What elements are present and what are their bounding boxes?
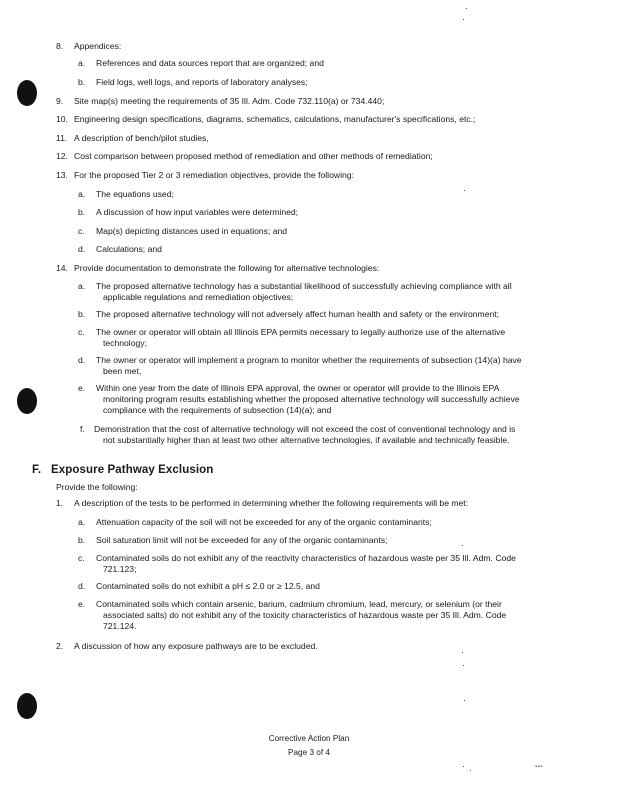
scan-speck [462,545,463,546]
item-number: 1. [56,498,64,508]
footer-title: Corrective Action Plan [268,734,350,743]
item-number: 11. [56,133,68,143]
item-text-line: compliance with the requirements of subsection (14)(a); and [103,405,332,415]
item-text: Provide documentation to demonstrate the following for alternative technologies: [74,263,380,273]
item-text-line: technology; [103,338,147,348]
item-text: Site map(s) meeting the requirements of 35 Ill. Adm. Code 732.110(a) or 734.440; [74,96,385,106]
item-letter: b. [78,309,86,319]
binder-hole [17,693,37,719]
binder-hole [17,388,37,414]
item-letter: b. [78,535,86,545]
item-text: A description of the tests to be performed in determining whether the following requirements will be met: [74,498,469,508]
item-text-line: 721.123; [103,564,137,574]
footer-page-number: Page 3 of 4 [288,748,330,757]
item-text-line: Demonstration that the cost of alternative technology will not exceed the cost of conventional technology and is [94,424,516,434]
item-text-line: The proposed alternative technology has a substantial likelihood of successfully achieving compliance with all [96,281,512,291]
item-letter: a. [78,281,86,291]
scan-mark: ▪▪▪ [535,764,543,770]
item-text-line: Contaminated soils do not exhibit any of the reactivity characteristics of hazardous waste per 35 Ill. Adm. Code [96,553,516,563]
item-text: A discussion of how input variables were determined; [96,207,299,217]
item-text-line: applicable regulations and remediation objectives; [103,292,294,302]
item-text: Appendices: [74,41,122,51]
item-text: Field logs, well logs, and reports of laboratory analyses; [96,77,308,87]
item-number: 12. [56,151,68,161]
item-text-line: monitoring program results establishing whether the proposed alternative technology will successfully achieve [103,394,520,404]
item-text: For the proposed Tier 2 or 3 remediation objectives, provide the following: [74,170,354,180]
item-letter: a. [78,517,86,527]
item-text: Cost comparison between proposed method of remediation and other methods of remediation; [74,151,433,161]
item-text: Attenuation capacity of the soil will not be exceeded for any of the organic contaminants; [96,517,432,527]
item-letter: d. [78,581,86,591]
item-text-line: been met, [103,366,142,376]
item-number: 8. [56,41,64,51]
item-text-line: Within one year from the date of Illinois EPA approval, the owner or operator will provide to the Illinois EPA [96,383,500,393]
item-text-line: The owner or operator will obtain all Illinois EPA permits necessary to legally authorize use of the alternative [96,327,506,337]
item-text: Map(s) depicting distances used in equations; and [96,226,288,236]
item-text-line: The owner or operator will implement a program to monitor whether the requirements of subsection (14)(a) have [96,355,522,365]
item-text-line: 721.124. [103,621,137,631]
binder-hole [17,80,37,106]
section-intro: Provide the following: [56,482,138,492]
item-number: 9. [56,96,64,106]
item-letter: c. [78,327,85,337]
item-text: References and data sources report that are organized; and [96,58,324,68]
item-text: A discussion of how any exposure pathways are to be excluded. [74,641,318,651]
item-text: Contaminated soils do not exhibit a pH ≤ 2.0 or ≥ 12.5, and [96,581,320,591]
scan-speck [466,8,467,9]
item-number: 2. [56,641,64,651]
item-text: The proposed alternative technology will not adversely affect human health and safety or the environment; [96,309,500,319]
item-letter: f. [80,424,85,434]
item-letter: c. [78,226,85,236]
scan-speck [464,700,465,701]
scan-speck [470,770,471,771]
item-number: 13. [56,170,68,180]
item-text: A description of bench/pilot studies, [74,133,209,143]
item-text: Engineering design specifications, diagrams, schematics, calculations, manufacturer's specifications, etc.; [74,114,476,124]
item-text-line: associated salts) do not exhibit any of the toxicity characteristics of hazardous waste per 35 Ill. Adm. Code [103,610,507,620]
item-text-line: not substantially higher than at least two other alternative technologies, if available and technically feasible. [103,435,510,445]
item-letter: b. [78,77,86,87]
item-letter: a. [78,189,86,199]
item-letter: b. [78,207,86,217]
section-title: Exposure Pathway Exclusion [51,464,214,476]
item-text: The equations used; [96,189,174,199]
item-number: 10. [56,114,68,124]
section-heading [32,464,213,476]
item-text: Calculations; and [96,244,162,254]
item-text-line: Contaminated soils which contain arsenic, barium, cadmium chromium, lead, mercury, or selenium (or their [96,599,502,609]
item-letter: a. [78,58,86,68]
item-letter: c. [78,553,85,563]
scan-speck [463,665,464,666]
item-letter: d. [78,355,86,365]
scan-speck [463,766,464,767]
section-letter: F. [32,464,42,476]
item-text: Soil saturation limit will not be exceeded for any of the organic contaminants; [96,535,388,545]
item-letter: d. [78,244,86,254]
item-number: 14. [56,263,68,273]
scan-speck [462,652,463,653]
scan-speck [464,190,465,191]
scan-speck [463,19,464,20]
item-letter: e. [78,383,86,393]
item-letter: e. [78,599,86,609]
